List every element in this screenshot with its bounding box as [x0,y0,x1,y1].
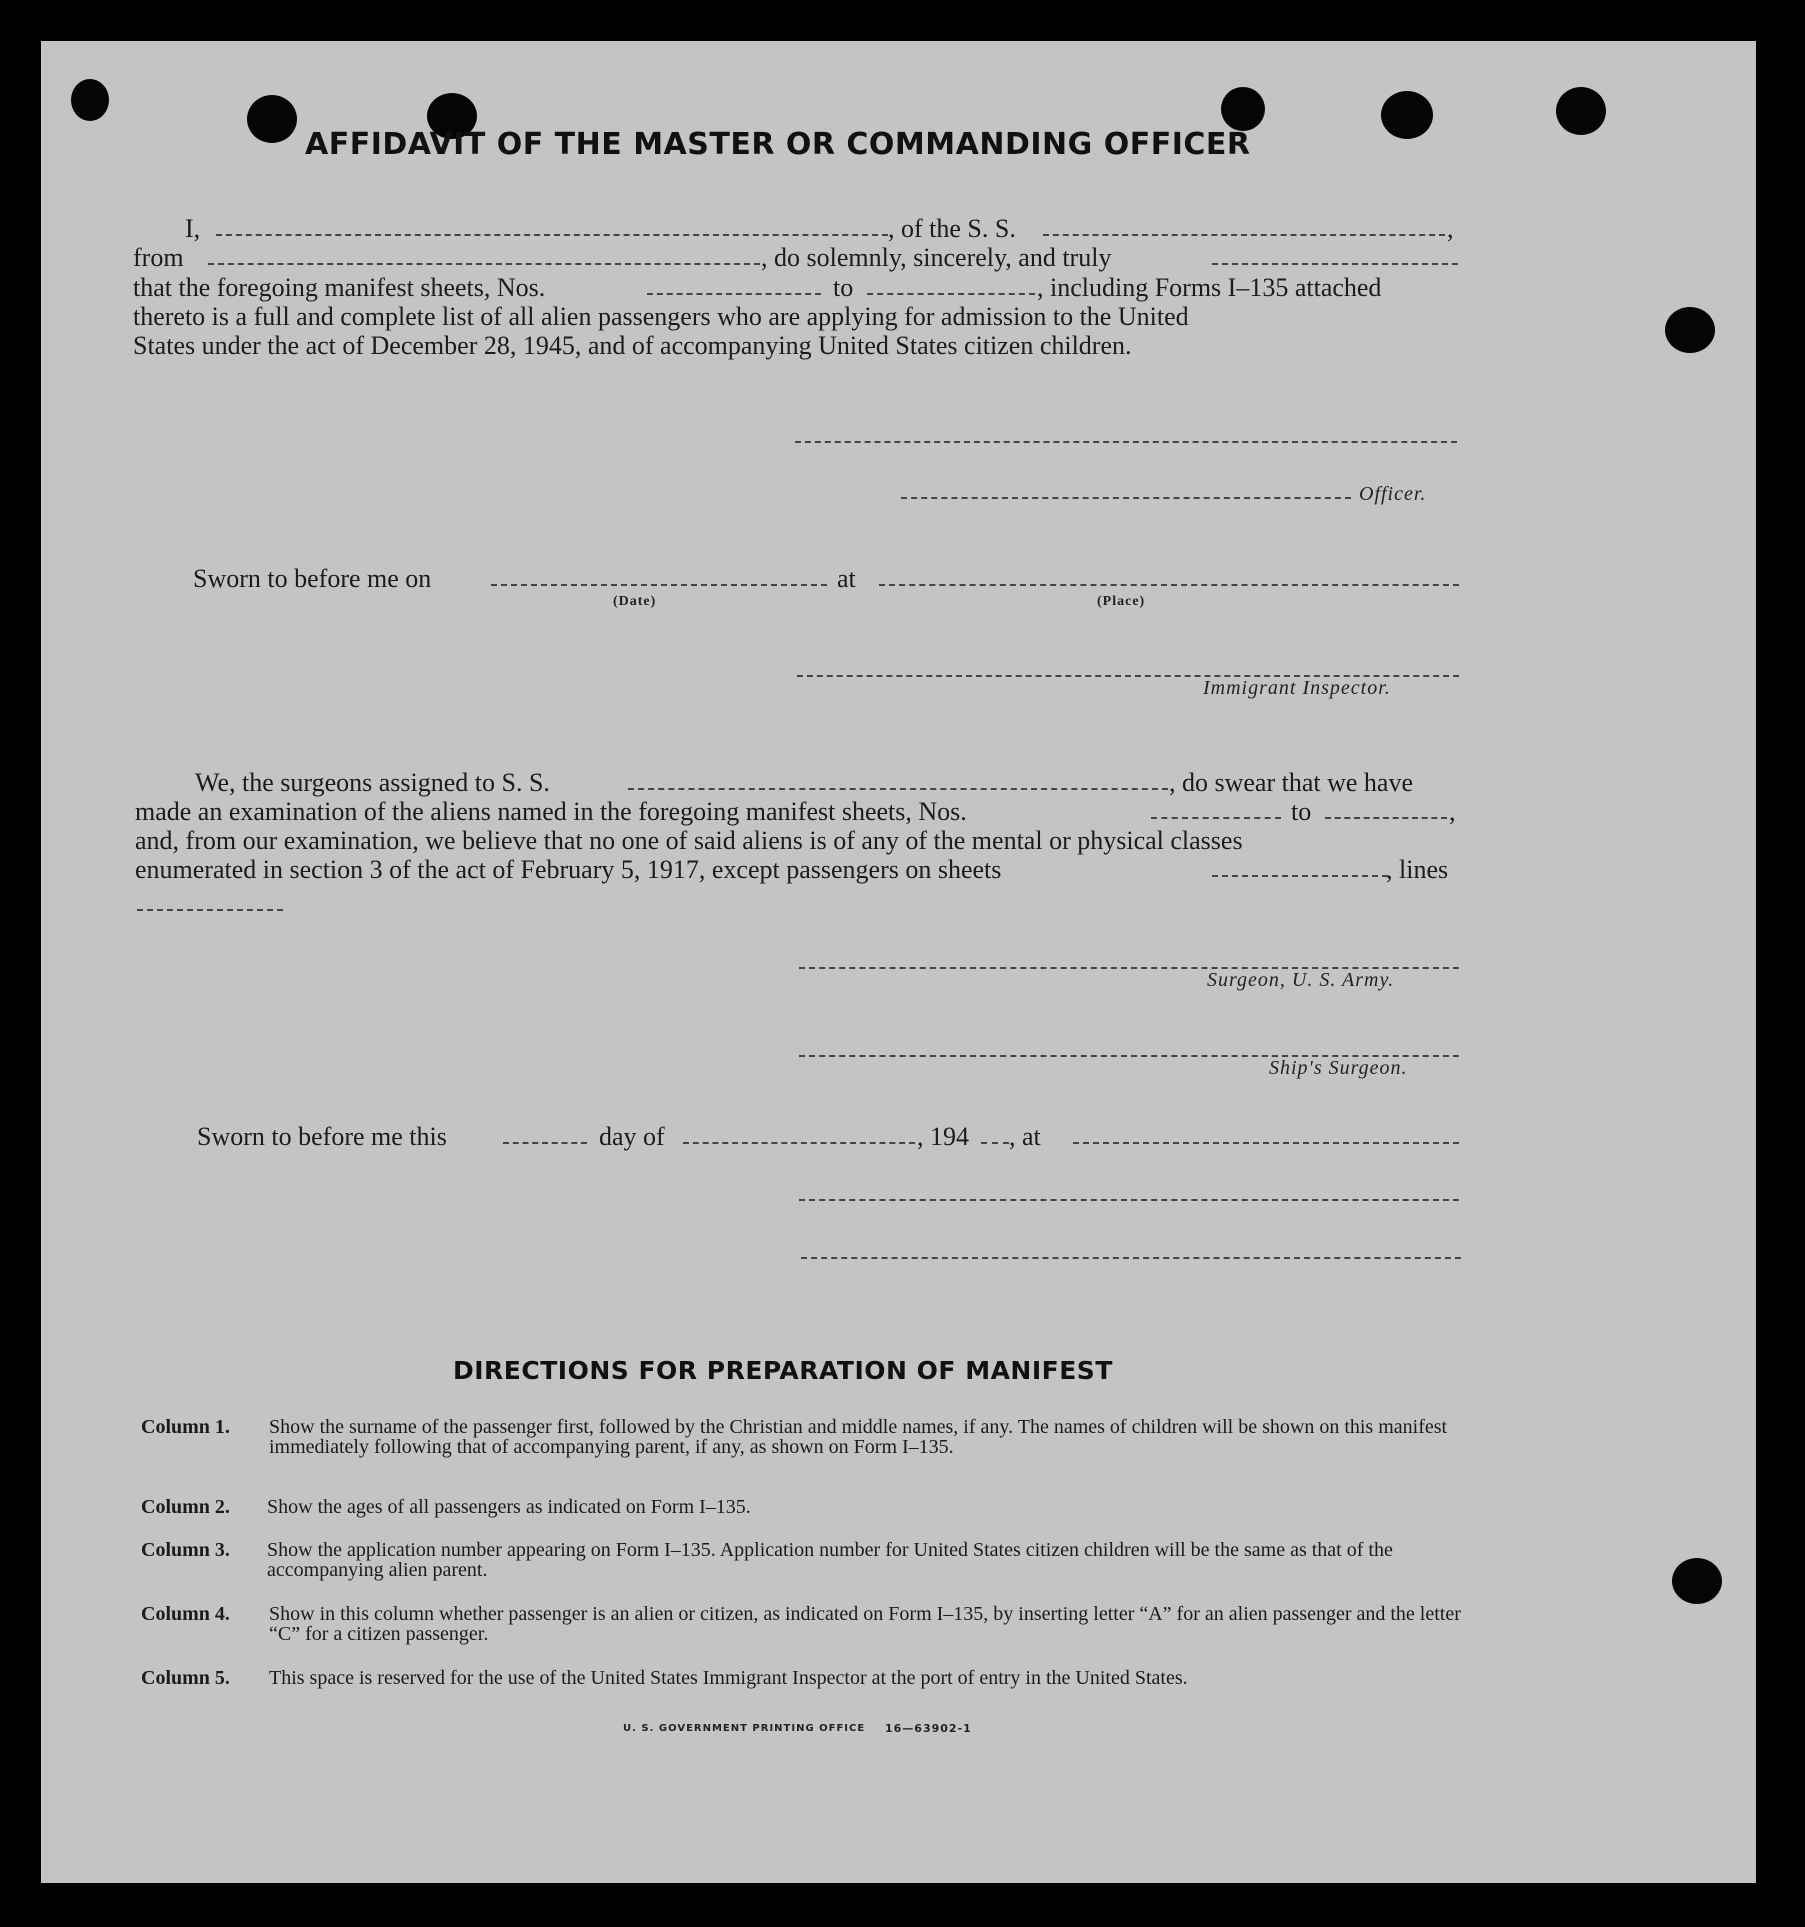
affidavit-word-i: I, [185,214,201,243]
surgeons-enum: enumerated in section 3 of the act of February 5, 1917, except passengers on sheets [135,855,1002,884]
surgeon-lines-field[interactable] [137,909,283,911]
sworn2-year: , 194 [917,1122,969,1151]
page-title: AFFIDAVIT OF THE MASTER OR COMMANDING OFFICER [305,127,1251,162]
oath-field[interactable] [1212,263,1458,265]
sworn2-lead: Sworn to before me this [197,1122,447,1151]
affidavit-of-ss: , of the S. S. [888,214,1016,243]
punch-hole [1672,1558,1722,1604]
sheet-from-field[interactable] [647,293,821,295]
punch-hole [247,95,297,143]
surgeons-we: We, the surgeons assigned to S. S. [195,768,550,797]
punch-hole [1665,307,1715,353]
sworn-lead: Sworn to before me on [193,564,432,593]
column-1-label: Column 1. [141,1416,230,1438]
sworn2-month-field[interactable] [683,1142,915,1144]
directions-title: DIRECTIONS FOR PREPARATION OF MANIFEST [453,1356,1113,1385]
sworn-date-field[interactable] [491,584,827,586]
sheet-to-field[interactable] [867,293,1035,295]
affidavit-foregoing: that the foregoing manifest sheets, Nos. [133,273,546,302]
surgeons-made: made an examination of the aliens named in the foregoing manifest sheets, Nos. [135,797,967,826]
surgeon-sheet-from-field[interactable] [1151,817,1281,819]
sworn-at: at [837,564,856,593]
sworn2-at: , at [1009,1122,1041,1151]
punch-hole [1221,87,1265,131]
column-2-label: Column 2. [141,1496,230,1518]
affidavit-line-5: States under the act of December 28, 1945, and of accompanying United States citizen children. [133,331,1132,360]
sworn2-year-field[interactable] [981,1142,1009,1144]
column-3-text: Show the application number appearing on Form I–135. Application number for United States citizen children will be the same as that of the accompanying alien parent. [267,1539,1393,1581]
affidavit-solemnly: , do solemnly, sincerely, and truly [761,243,1112,272]
surgeons-comma: , [1449,797,1456,826]
column-4-text: Show in this column whether passenger is an alien or citizen, as indicated on Form I–135, by inserting letter “A” for an alien passenger and the letter “C” for a citizen passenger. [269,1603,1461,1645]
affidavit-line-4: thereto is a full and complete list of all alien passengers who are applying for admission to the United [133,302,1189,331]
sworn2-day-of: day of [599,1122,665,1151]
master-name-field[interactable] [216,234,888,236]
affidavit-from: from [133,243,184,272]
officer-signature-line[interactable] [795,441,1457,443]
sworn2-place-field[interactable] [1073,1142,1459,1144]
inspector-label: Immigrant Inspector. [1203,677,1391,699]
column-3-label: Column 3. [141,1539,230,1561]
officer-label: Officer. [1359,483,1427,505]
form-page [41,41,1756,1883]
surgeon-ship-field[interactable] [628,788,1168,790]
date-caption: (Date) [613,594,657,609]
punch-hole [1381,91,1433,139]
army-surgeon-label: Surgeon, U. S. Army. [1207,969,1395,991]
column-5-label: Column 5. [141,1667,230,1689]
ship-name-field[interactable] [1043,234,1445,236]
sworn2-signature-line[interactable] [799,1199,1459,1201]
affidavit-to: to [833,273,854,302]
column-5-text: This space is reserved for the use of the United States Immigrant Inspector at the port of entry in the United States. [269,1667,1188,1689]
column-1-text: Show the surname of the passenger first, followed by the Christian and middle names, if any. The names of children will be shown on this manifest immediately following that of accompanying parent, if any, as shown on Form I–135. [269,1416,1448,1458]
officer-title-line[interactable] [901,497,1351,499]
column-2-text: Show the ages of all passengers as indicated on Form I–135. [267,1496,751,1518]
surgeon-sheets-field[interactable] [1212,875,1388,877]
ship-surgeon-label: Ship's Surgeon. [1269,1057,1408,1079]
affidavit-comma: , [1447,214,1454,243]
punch-hole [71,79,109,121]
sworn-place-field[interactable] [879,584,1459,586]
sworn2-day-field[interactable] [503,1142,587,1144]
column-4-label: Column 4. [141,1603,230,1625]
affidavit-including: , including Forms I–135 attached [1037,273,1382,302]
surgeons-to: to [1291,797,1312,826]
sworn2-title-line[interactable] [801,1257,1461,1259]
punch-hole [1556,87,1606,135]
printer-imprint: U. S. GOVERNMENT PRINTING OFFICE [623,1723,866,1734]
form-code: 16—63902-1 [885,1722,972,1735]
port-from-field[interactable] [208,263,760,265]
surgeons-line-3: and, from our examination, we believe that no one of said aliens is of any of the mental or physical classes [135,826,1243,855]
surgeon-sheet-to-field[interactable] [1325,817,1447,819]
surgeons-swear: , do swear that we have [1169,768,1414,797]
place-caption: (Place) [1097,594,1146,609]
surgeons-lines: , lines [1386,855,1449,884]
